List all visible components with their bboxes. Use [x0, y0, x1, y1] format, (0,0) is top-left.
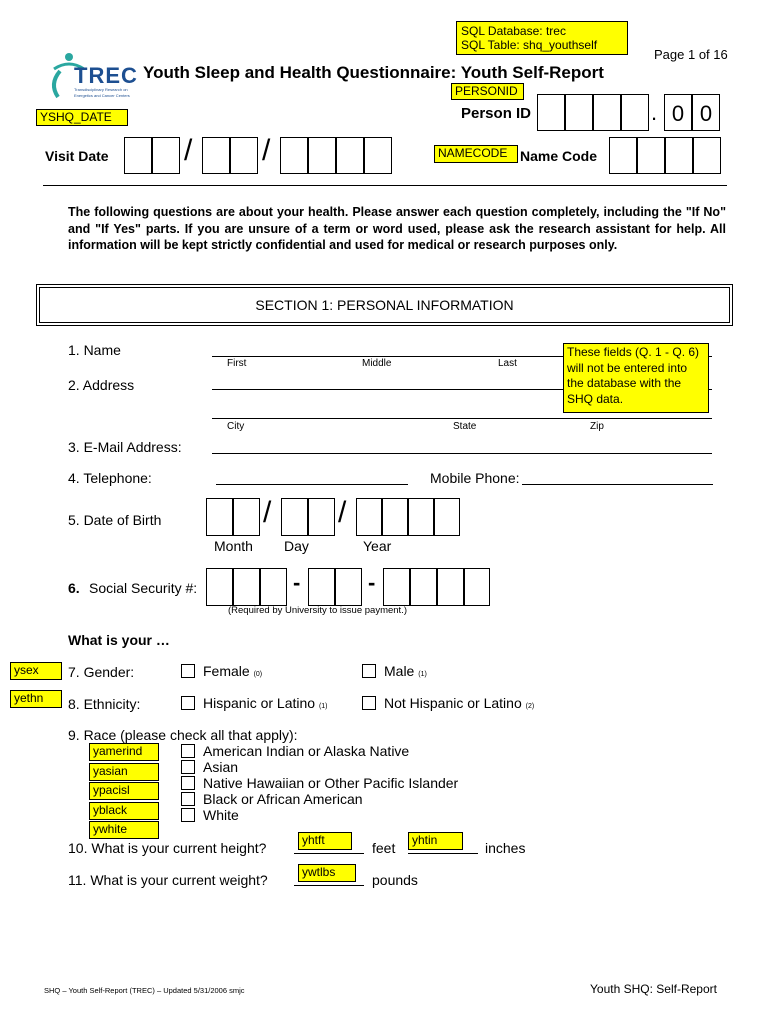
tag-personid: PERSONID: [451, 83, 524, 100]
dob-year-label: Year: [363, 538, 392, 554]
ssn-digit[interactable]: [233, 568, 260, 606]
hispanic-label: [203, 695, 328, 711]
feet-label: feet: [372, 840, 396, 856]
race-checkbox-pacific-islander[interactable]: [181, 776, 195, 790]
address-city-label: City: [227, 421, 245, 432]
race-option-pacific-islander: Native Hawaiian or Other Pacific Islander: [203, 775, 459, 791]
note-box: These fields (Q. 1 - Q. 6) will not be entered into the database with the SHQ data.: [563, 343, 709, 413]
mobile-phone-label: Mobile Phone:: [430, 470, 520, 486]
visit-date-month-digit[interactable]: [124, 137, 152, 174]
tag-ywhite: ywhite: [89, 821, 159, 839]
name-code-char[interactable]: [637, 137, 665, 174]
female-text: Female: [203, 663, 250, 679]
logo-tagline-1: Transdisciplinary Research on: [74, 87, 128, 92]
q1-label: 1. Name: [68, 342, 121, 358]
race-option-american-indian: American Indian or Alaska Native: [203, 743, 410, 759]
page-title: Youth Sleep and Health Questionnaire: Youth Self-Report: [143, 63, 604, 82]
dob-month-label: Month: [214, 538, 253, 554]
section-header-inner: [39, 287, 730, 323]
visit-date-day-digit[interactable]: [230, 137, 258, 174]
page-number: Page 1 of 16: [654, 47, 728, 62]
header-divider: [43, 185, 727, 186]
not-hispanic-code: (2): [525, 703, 535, 710]
dob-day-label: Day: [284, 538, 309, 554]
race-option-asian: Asian: [203, 759, 239, 775]
dob-year-digit[interactable]: [408, 498, 434, 536]
ssn-digit[interactable]: [437, 568, 464, 606]
trec-logo: [44, 49, 138, 107]
q6-label: Social Security #:: [89, 580, 198, 596]
tag-yhtft: yhtft: [298, 832, 352, 850]
person-id-suffix-2: 0: [692, 94, 720, 131]
height-inches-line[interactable]: [408, 853, 478, 854]
name-code-label: Name Code: [520, 148, 598, 164]
q6-number: 6.: [68, 580, 80, 596]
not-hispanic-text: Not Hispanic or Latino: [384, 695, 522, 711]
visit-date-year-digit[interactable]: [364, 137, 392, 174]
q8-label: 8. Ethnicity:: [68, 696, 141, 712]
hispanic-text: Hispanic or Latino: [203, 695, 316, 711]
ssn-note: (Required by University to issue payment.): [228, 605, 407, 616]
visit-date-day-digit[interactable]: [202, 137, 230, 174]
name-code-char[interactable]: [693, 137, 721, 174]
male-text: Male: [384, 663, 415, 679]
dob-day-digit[interactable]: [281, 498, 308, 536]
female-label: [203, 663, 262, 679]
q11-label: 11. What is your current weight?: [68, 872, 268, 888]
male-label: [384, 663, 427, 679]
person-id-digit[interactable]: [565, 94, 593, 131]
tag-yethn: yethn: [10, 690, 62, 708]
dob-month-digit[interactable]: [206, 498, 233, 536]
tag-yasian: yasian: [89, 763, 159, 781]
dob-year-digit[interactable]: [356, 498, 382, 536]
weight-line[interactable]: [294, 885, 364, 886]
hispanic-checkbox[interactable]: [181, 696, 195, 710]
visit-date-label: Visit Date: [45, 148, 109, 164]
q3-label: 3. E-Mail Address:: [68, 439, 182, 455]
q2-label: 2. Address: [68, 377, 135, 393]
email-line[interactable]: [212, 453, 712, 454]
person-id-digit[interactable]: [537, 94, 565, 131]
dob-month-digit[interactable]: [233, 498, 260, 536]
person-id-dot: .: [651, 100, 658, 125]
female-checkbox[interactable]: [181, 664, 195, 678]
sql-table: SQL Table: shq_youthself: [461, 38, 598, 52]
tag-yamerind: yamerind: [89, 743, 159, 761]
dob-day-digit[interactable]: [308, 498, 335, 536]
ssn-digit[interactable]: [410, 568, 437, 606]
race-checkbox-american-indian[interactable]: [181, 744, 195, 758]
tag-yblack: yblack: [89, 802, 159, 820]
name-code-char[interactable]: [609, 137, 637, 174]
address-line-2[interactable]: [212, 418, 712, 419]
ssn-digit[interactable]: [335, 568, 362, 606]
footer-right: Youth SHQ: Self-Report: [590, 982, 717, 996]
not-hispanic-checkbox[interactable]: [362, 696, 376, 710]
q5-label: 5. Date of Birth: [68, 512, 162, 528]
race-checkbox-black[interactable]: [181, 792, 195, 806]
q10-label: 10. What is your current height?: [68, 840, 267, 856]
male-code: (1): [418, 671, 427, 678]
visit-date-year-digit[interactable]: [336, 137, 364, 174]
mobile-phone-line[interactable]: [522, 484, 713, 485]
visit-date-sep: /: [262, 134, 271, 167]
ssn-digit[interactable]: [260, 568, 287, 606]
visit-date-month-digit[interactable]: [152, 137, 180, 174]
race-option-black: Black or African American: [203, 791, 363, 807]
sql-info-box: [456, 21, 628, 55]
female-code: (0): [253, 671, 263, 678]
ssn-dash: -: [368, 570, 376, 595]
dob-year-digit[interactable]: [434, 498, 460, 536]
race-option-white: White: [203, 807, 239, 823]
person-id-digit[interactable]: [593, 94, 621, 131]
q7-label: 7. Gender:: [68, 664, 135, 680]
sql-database: SQL Database: trec: [461, 24, 566, 38]
visit-date-year-digit[interactable]: [280, 137, 308, 174]
address-state-label: State: [453, 421, 477, 432]
ssn-digit[interactable]: [206, 568, 233, 606]
hispanic-code: (1): [318, 703, 328, 710]
ssn-digit[interactable]: [464, 568, 490, 606]
section-header: [36, 284, 733, 326]
tag-ywtlbs: ywtlbs: [298, 864, 356, 882]
logo-text: TREC: [74, 63, 138, 88]
dob-sep: /: [338, 496, 347, 529]
what-is-your: What is your …: [68, 632, 170, 648]
person-id-label: Person ID: [461, 105, 532, 122]
dob-year-digit[interactable]: [382, 498, 408, 536]
pounds-label: pounds: [372, 872, 418, 888]
q4-label: 4. Telephone:: [68, 470, 152, 486]
name-last-label: Last: [498, 358, 517, 369]
inches-label: inches: [485, 840, 526, 856]
dob-sep: /: [263, 496, 272, 529]
race-checkbox-asian[interactable]: [181, 760, 195, 774]
not-hispanic-label: [384, 695, 534, 711]
name-middle-label: Middle: [362, 358, 392, 369]
logo-tagline-2: Energetics and Cancer Centers: [74, 93, 130, 98]
name-code-char[interactable]: [665, 137, 693, 174]
footer-left: SHQ – Youth Self-Report (TREC) – Updated 5/31/2006 smjc: [44, 986, 245, 995]
tag-ysex: ysex: [10, 662, 62, 680]
tag-yhtin: yhtin: [408, 832, 463, 850]
ssn-dash: -: [293, 570, 301, 595]
visit-date-sep: /: [184, 134, 193, 167]
race-checkbox-white[interactable]: [181, 808, 195, 822]
address-zip-label: Zip: [590, 421, 604, 432]
section-title: SECTION 1: PERSONAL INFORMATION: [255, 297, 514, 313]
person-id-digit[interactable]: [621, 94, 649, 131]
person-id-suffix-1: 0: [664, 94, 692, 131]
intro-text: The following questions are about your health. Please answer each question completely, including the "If No" and "If Yes" parts. If you are unsure of a term or word used, please ask the research assistant for help. All information will be kept strictly confidential and used for medical or research purposes only.: [68, 205, 726, 252]
ssn-digit[interactable]: [383, 568, 410, 606]
ssn-digit[interactable]: [308, 568, 335, 606]
tag-ypacisl: ypacisl: [89, 782, 159, 800]
telephone-line[interactable]: [216, 484, 408, 485]
visit-date-year-digit[interactable]: [308, 137, 336, 174]
tag-yshq-date: YSHQ_DATE: [36, 109, 128, 126]
tag-namecode: NAMECODE: [434, 145, 518, 163]
name-first-label: First: [227, 358, 247, 369]
male-checkbox[interactable]: [362, 664, 376, 678]
q9-label: 9. Race (please check all that apply):: [68, 727, 298, 743]
height-feet-line[interactable]: [294, 853, 364, 854]
